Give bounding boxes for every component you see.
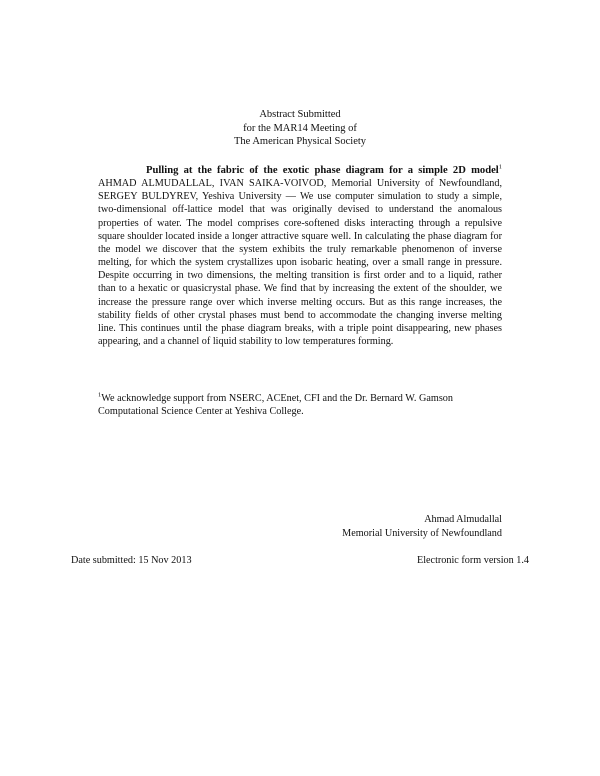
signature-block bbox=[342, 513, 502, 540]
header-line-meeting: for the MAR14 Meeting of bbox=[243, 122, 357, 134]
submission-header bbox=[0, 108, 600, 149]
footnote-mark: 1 bbox=[98, 391, 102, 399]
abstract-paragraph bbox=[98, 164, 502, 348]
signature-name: Ahmad Almudallal bbox=[424, 514, 502, 525]
date-submitted: Date submitted: 15 Nov 2013 bbox=[71, 555, 192, 566]
abstract-body: We use computer simulation to study a simple, two-dimensional off-lattice model that was originally devised to understand the anomalous properties of water. The model comprises core-softened disks interacting through a repulsive square shoulder located inside a longer attractive square well. In calculating the phase diagram for the model we discover that the system exhibits the truly remarkable phenomenon of inverse melting, for which the system crystallizes upon isobaric heating, over a small range in pressure. Despite occurring in two dimensions, the melting transition is first order and to a liquid, rather than to a hexatic or quasicrystal phase. We find that by increasing the extent of the shoulder, we increase the pressure range over which inverse melting occurs. But as this range increases, the stability fields of other crystal phases must bend to accommodate the changing inverse melting line. This continues until the phase diagram breaks, with a triple point disappearing, new phases appearing, and a channel of liquid stability to low temperatures forming. bbox=[98, 191, 502, 348]
footnote-text: We acknowledge support from NSERC, ACEnet, CFI and the Dr. Bernard W. Gamson Computational Science Center at Yeshiva College. bbox=[98, 393, 453, 418]
header-line-society: The American Physical Society bbox=[233, 136, 367, 147]
acknowledgement-footnote bbox=[98, 392, 502, 418]
form-version: Electronic form version 1.4 bbox=[416, 555, 529, 566]
abstract-authors: AHMAD ALMUDALLAL, IVAN SAIKA-VOIVOD, Memorial University of Newfoundland, SERGEY BULDYREV, Yeshiva University — bbox=[98, 178, 502, 203]
abstract-title: Pulling at the fabric of the exotic phase diagram for a simple 2D model bbox=[146, 165, 499, 176]
signature-affiliation: Memorial University of Newfoundland bbox=[342, 527, 502, 539]
title-footnote-mark: 1 bbox=[498, 163, 502, 171]
header-line-abstract-submitted: Abstract Submitted bbox=[259, 109, 341, 120]
